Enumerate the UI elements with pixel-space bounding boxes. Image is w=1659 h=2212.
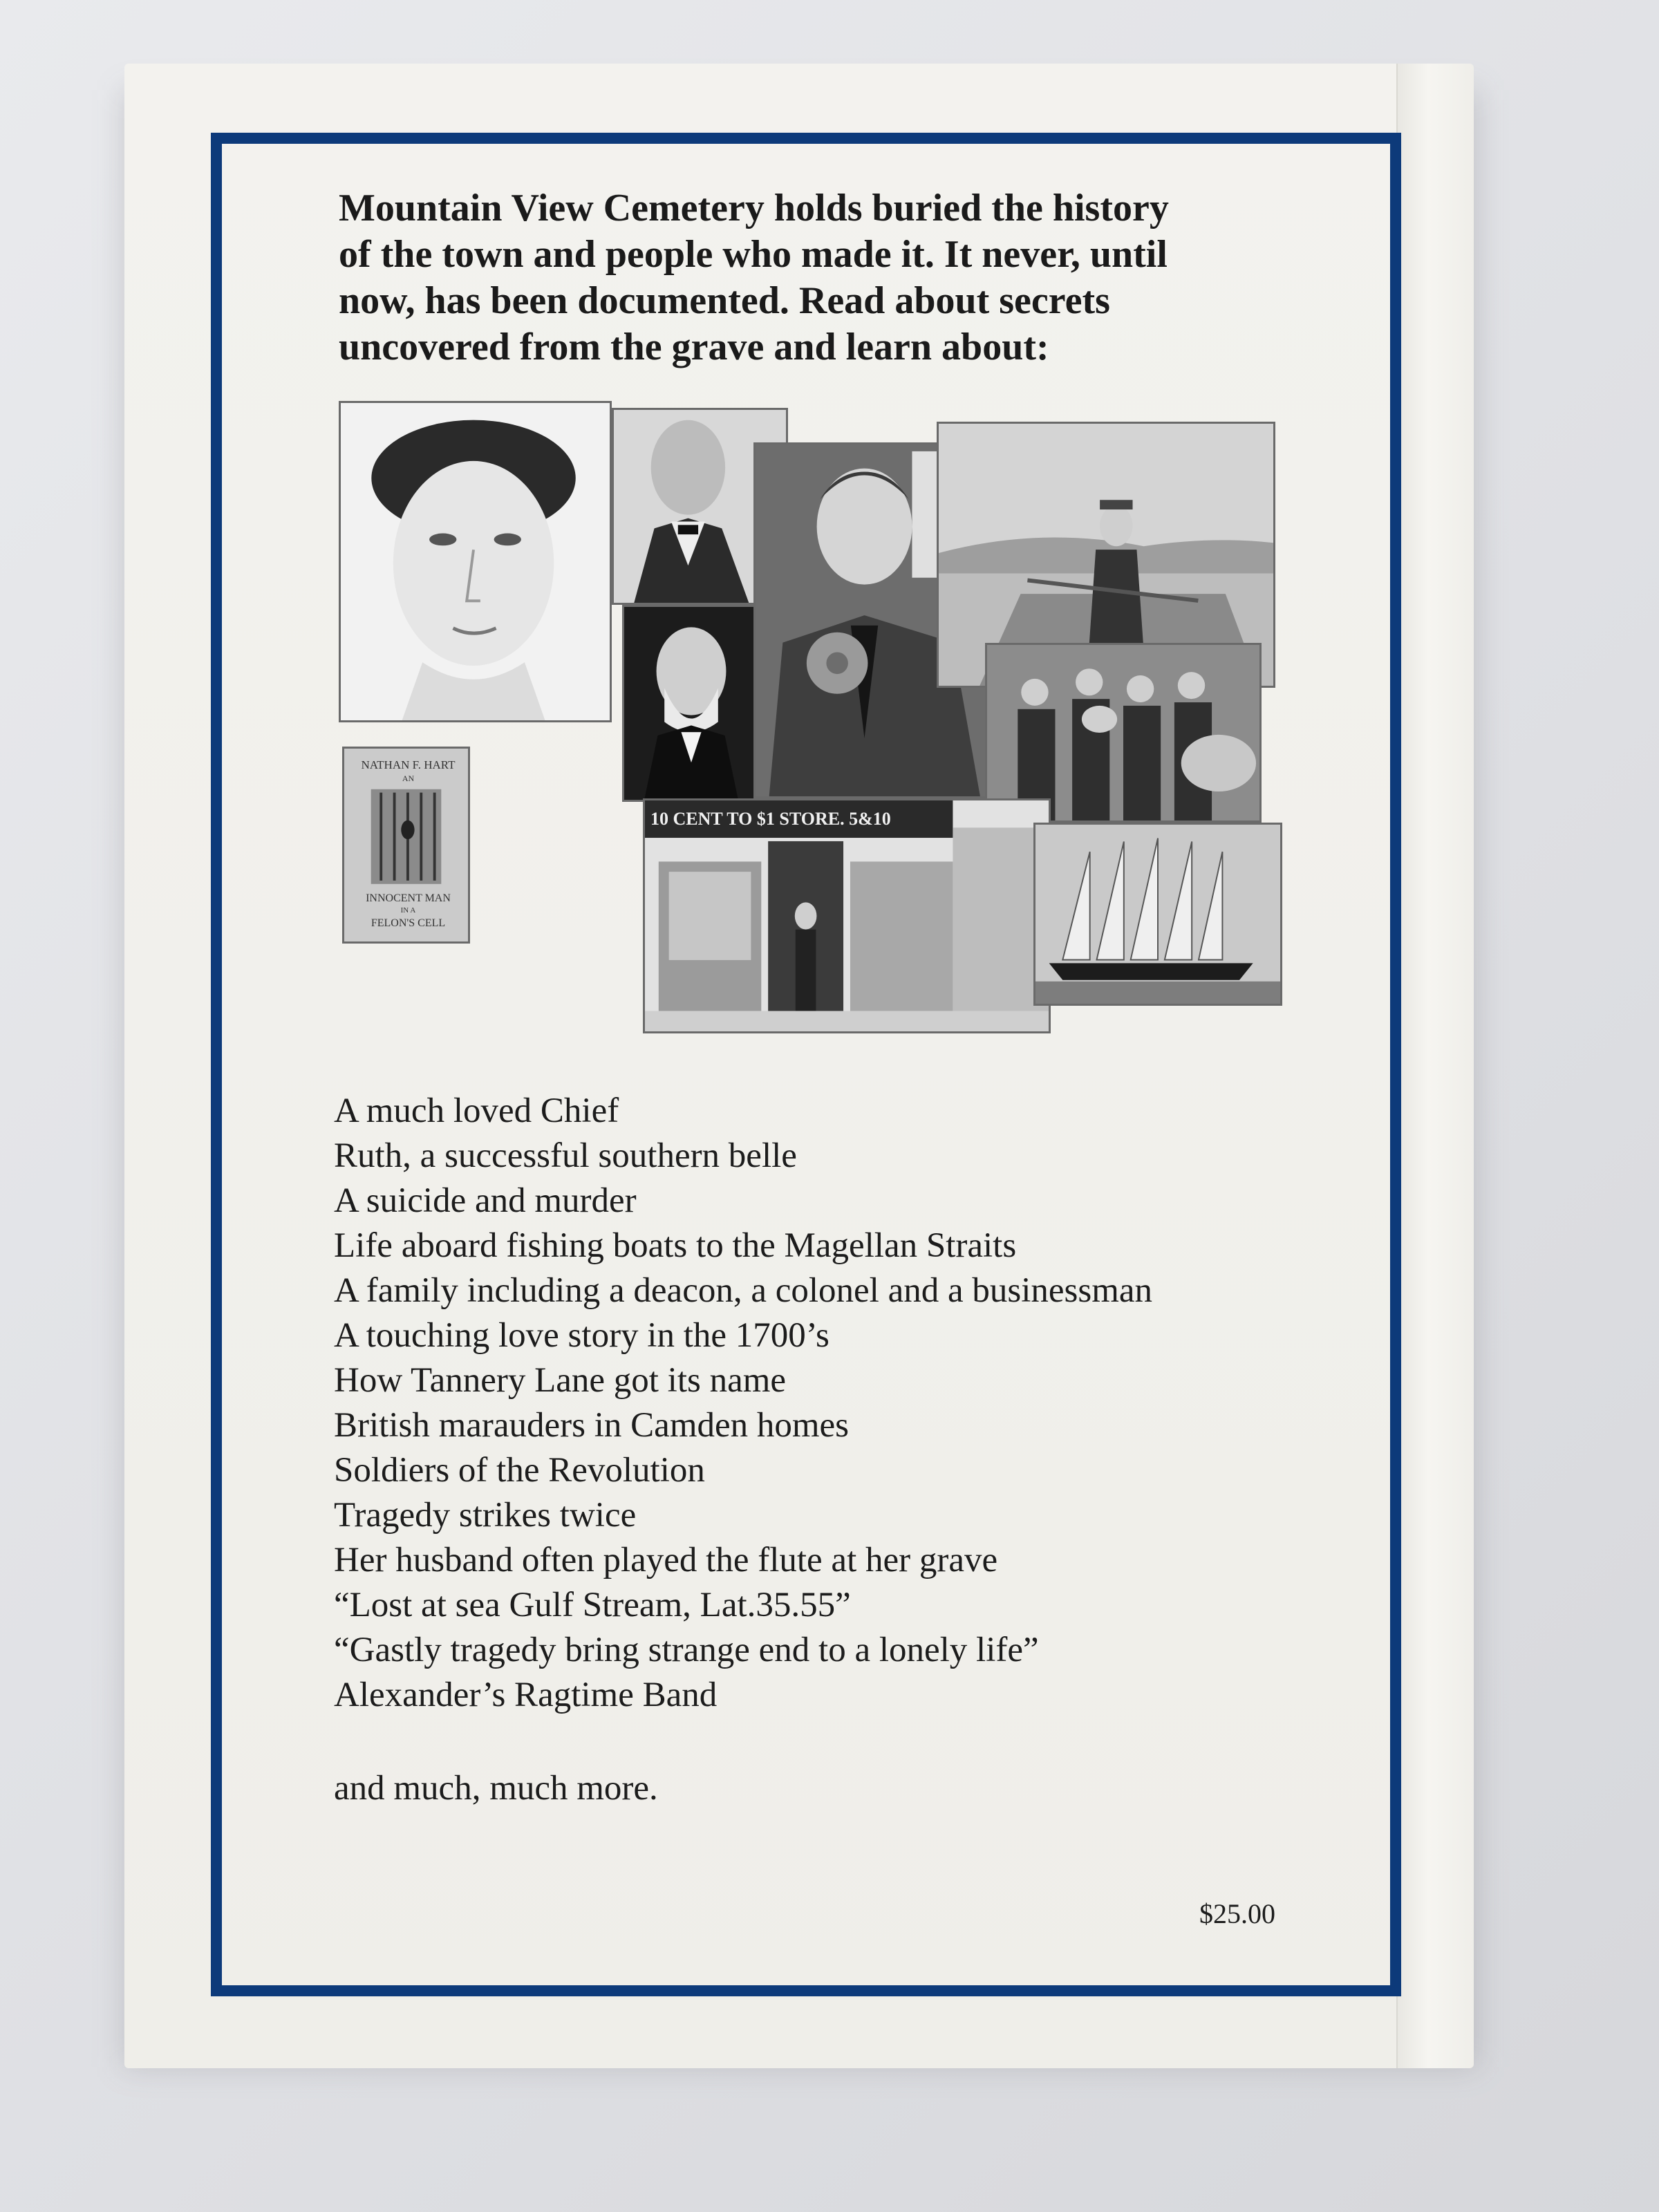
photo-bearded-man bbox=[622, 605, 760, 802]
topic-item: “Lost at sea Gulf Stream, Lat.35.55” bbox=[334, 1586, 851, 1624]
topic-item: Tragedy strikes twice bbox=[334, 1496, 637, 1535]
topic-item: Ruth, a successful southern belle bbox=[334, 1136, 797, 1175]
topic-item: Her husband often played the flute at her grave bbox=[334, 1541, 998, 1580]
store-sign-text: 10 CENT TO $1 STORE. 5&10 bbox=[650, 809, 891, 829]
photo-felon-cell-sign bbox=[342, 747, 470, 944]
topic-item: Alexander’s Ragtime Band bbox=[334, 1676, 718, 1714]
blurb-line: uncovered from the grave and learn about: bbox=[339, 326, 1049, 368]
topics-list bbox=[334, 1089, 1302, 1718]
topic-item: A family including a deacon, a colonel and a businessman bbox=[334, 1271, 1153, 1310]
topic-item: Soldiers of the Revolution bbox=[334, 1451, 705, 1490]
topic-item: A touching love story in the 1700’s bbox=[334, 1316, 830, 1355]
book-spine-edge bbox=[1396, 64, 1474, 2068]
sign-bottom-text: IN A bbox=[400, 906, 416, 915]
photo-woman-portrait bbox=[339, 401, 612, 722]
closing-line: and much, much more. bbox=[334, 1769, 658, 1808]
cover-blurb bbox=[339, 185, 1320, 371]
photo-schooner-ship bbox=[1033, 823, 1282, 1006]
blurb-line: of the town and people who made it. It never, until bbox=[339, 233, 1168, 276]
sign-bottom-text: INNOCENT MAN bbox=[366, 892, 451, 904]
sign-top-text: NATHAN F. HART bbox=[361, 758, 456, 771]
topic-item: A suicide and murder bbox=[334, 1181, 637, 1220]
photo-store-front bbox=[643, 798, 1051, 1033]
topic-item: British marauders in Camden homes bbox=[334, 1406, 850, 1445]
topic-item: A much loved Chief bbox=[334, 1091, 619, 1130]
topic-item: “Gastly tragedy bring strange end to a lonely life” bbox=[334, 1631, 1039, 1669]
photo-band-musicians bbox=[985, 643, 1262, 823]
sign-an-text: AN bbox=[402, 774, 415, 783]
photo-collage bbox=[339, 397, 1293, 1061]
blurb-line: Mountain View Cemetery holds buried the history bbox=[339, 187, 1169, 229]
topic-item: How Tannery Lane got its name bbox=[334, 1361, 787, 1400]
topic-item: Life aboard fishing boats to the Magellan Straits bbox=[334, 1226, 1017, 1265]
sign-bottom-text: FELON'S CELL bbox=[371, 917, 446, 929]
price-label: $25.00 bbox=[1199, 1898, 1275, 1929]
blurb-line: now, has been documented. Read about secrets bbox=[339, 279, 1110, 322]
